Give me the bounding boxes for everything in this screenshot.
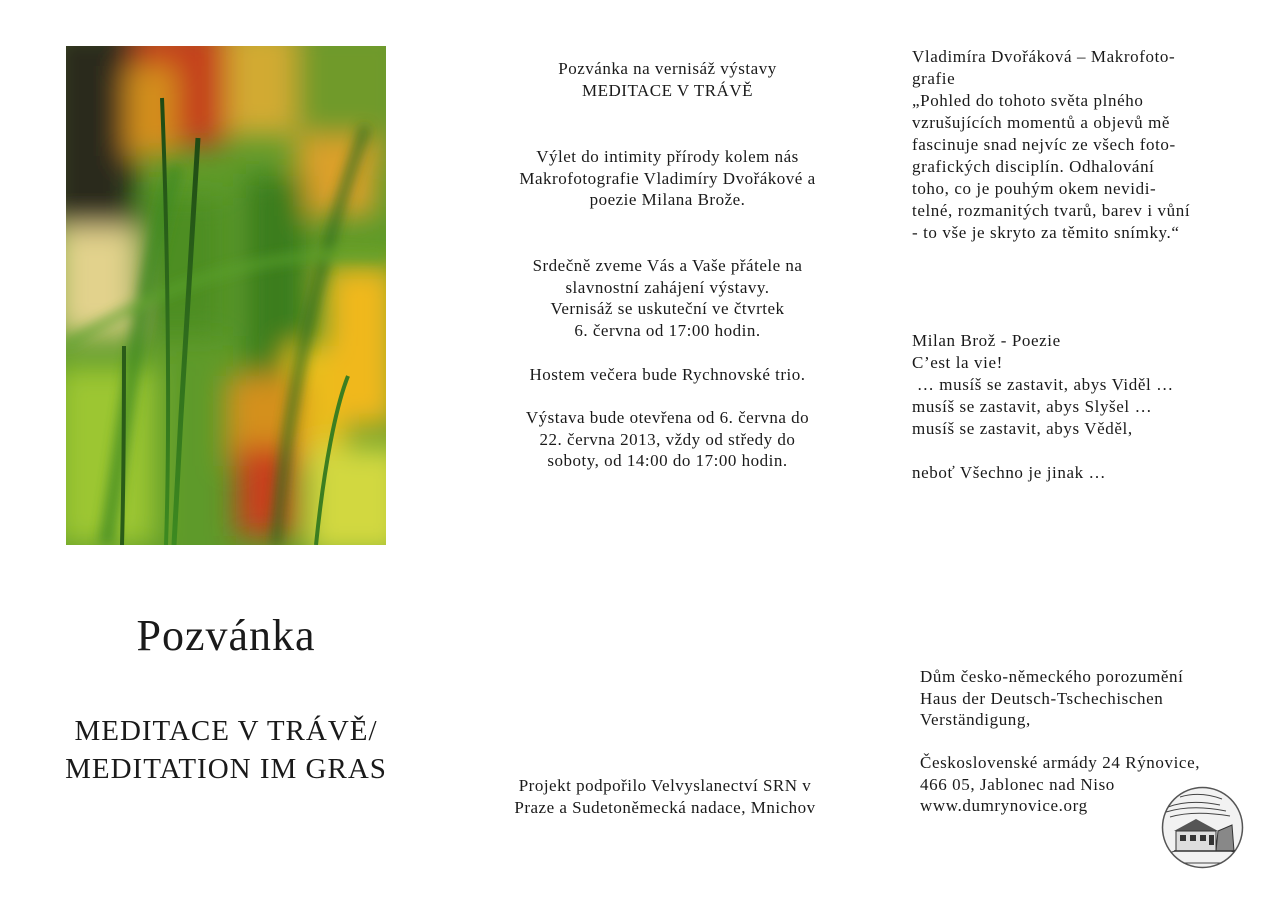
vernissage-header <box>470 58 865 101</box>
poem-end-line: neboť Všechno je jinak … <box>912 462 1107 482</box>
poet-line: Milan Brož - Poezie <box>912 331 1061 350</box>
photographer-line: „Pohled do tohoto světa plného <box>912 91 1144 110</box>
exhibition-title <box>36 712 416 788</box>
sponsor-line: Projekt podpořilo Velvyslanectví SRN v <box>518 776 812 795</box>
photographer-line: - to vše je skryto za těmito snímky.“ <box>912 223 1180 242</box>
guest-line: Hostem večera bude Rychnovské trio. <box>529 365 806 384</box>
exhibit-line: 22. června 2013, vždy od středy do <box>539 429 796 449</box>
sponsor-line: Praze a Sudetoněmecká nadace, Mnichov <box>514 797 816 817</box>
contact-line: Haus der Deutsch-Tschechischen <box>920 688 1164 708</box>
invite-line: 6. června od 17:00 hodin. <box>574 320 761 340</box>
guest-paragraph <box>470 364 865 386</box>
blank-line <box>912 440 1257 462</box>
poet-line: … musíš se zastavit, abys Viděl … <box>912 375 1174 394</box>
invite-line: Vernisáž se uskuteční ve čtvrtek <box>550 299 785 318</box>
grass-illustration <box>66 46 386 545</box>
intro-line: Makrofotografie Vladimíry Dvořákové a <box>519 168 816 188</box>
contact-line: Dům česko-německého porozumění <box>920 667 1184 686</box>
header-line: MEDITACE V TRÁVĚ <box>582 80 753 100</box>
exhibition-title-de: MEDITATION IM GRAS <box>65 753 387 785</box>
invite-line: slavnostní zahájení výstavy. <box>565 277 770 297</box>
poet-line: C’est la vie! <box>912 353 1003 372</box>
house-logo-icon <box>1160 785 1245 870</box>
website-link[interactable]: www.dumrynovice.org <box>920 796 1088 815</box>
exhibit-paragraph <box>470 407 865 472</box>
address-line: Československé armády 24 Rýnovice, <box>920 753 1201 772</box>
photographer-line: telné, rozmanitých tvarů, barev i vůní <box>912 201 1191 220</box>
header-line: Pozvánka na vernisáž výstavy <box>558 59 777 78</box>
grass-photo <box>66 46 386 545</box>
exhibit-line: Výstava bude otevřena od 6. června do <box>525 408 810 427</box>
address-line: 466 05, Jablonec nad Niso <box>920 774 1115 794</box>
intro-line: Výlet do intimity přírody kolem nás <box>536 147 799 166</box>
poet-line: musíš se zastavit, abys Slyšel … <box>912 397 1153 416</box>
invite-line: Srdečně zveme Vás a Vaše přátele na <box>532 256 803 275</box>
exhibit-line: soboty, od 14:00 do 17:00 hodin. <box>547 451 788 470</box>
blank-line <box>920 731 1260 753</box>
photographer-line: fascinuje snad nejvíc ze všech foto- <box>912 135 1176 154</box>
sponsor-paragraph <box>465 775 865 818</box>
photographer-paragraph <box>912 46 1257 244</box>
intro-line: poezie Milana Brože. <box>589 190 746 209</box>
contact-line: Verständigung, <box>920 710 1031 729</box>
invitation-title: Pozvánka <box>136 611 316 660</box>
invite-paragraph <box>470 255 865 341</box>
photographer-line: grafie <box>912 69 956 88</box>
photographer-line: grafických disciplín. Odhalování <box>912 157 1155 176</box>
photographer-line: toho, co je pouhým okem nevidi- <box>912 179 1157 198</box>
poet-paragraph <box>912 330 1257 484</box>
intro-paragraph <box>470 146 865 211</box>
poet-line: musíš se zastavit, abys Věděl, <box>912 419 1133 438</box>
photographer-line: vzrušujících momentů a objevů mě <box>912 113 1171 132</box>
exhibition-title-cz: MEDITACE V TRÁVĚ/ <box>74 715 378 747</box>
photographer-line: Vladimíra Dvořáková – Makrofoto- <box>912 47 1176 66</box>
